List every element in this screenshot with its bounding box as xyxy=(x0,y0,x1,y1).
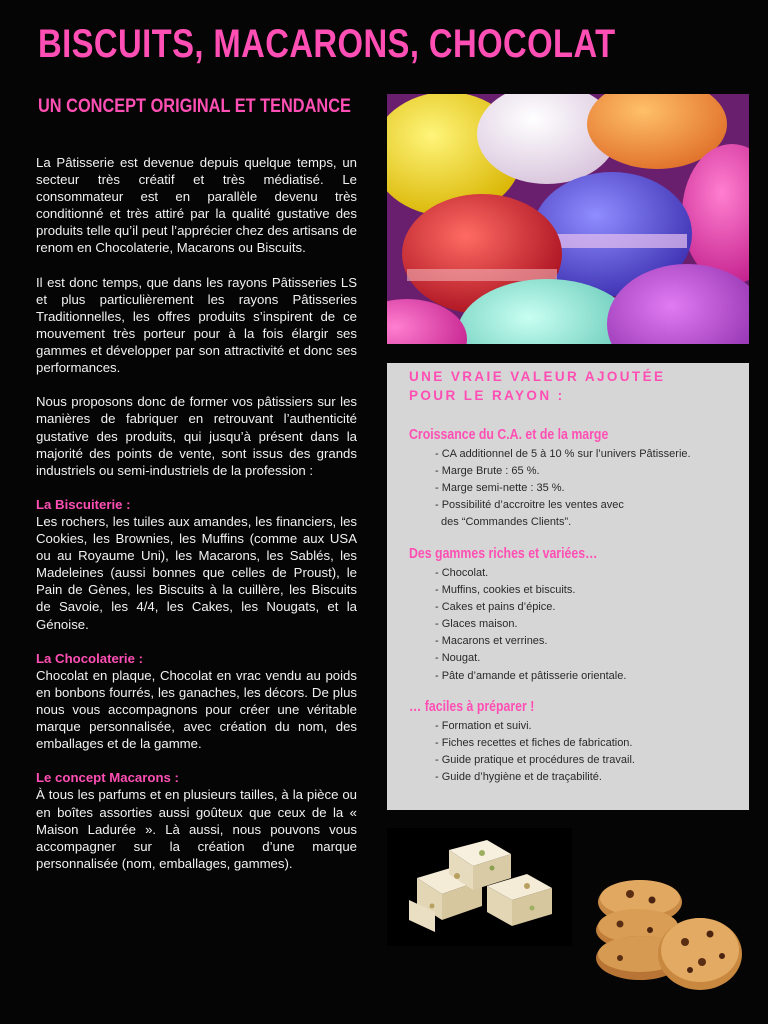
list-item: - Nougat. xyxy=(435,652,481,665)
list-item: - Marge semi-nette : 35 %. xyxy=(435,482,565,495)
list-item: des “Commandes Clients”. xyxy=(441,516,572,529)
macarons-illustration xyxy=(387,94,749,344)
macarons-block xyxy=(36,769,357,872)
list-item: - Guide pratique et procédures de travail. xyxy=(435,754,635,767)
macarons-heading: Le concept Macarons : xyxy=(36,770,179,786)
ranges-list xyxy=(435,565,626,685)
list-item: - Glaces maison. xyxy=(435,618,518,631)
intro-paragraph-2: Il est donc temps, que dans les rayons Pâtisseries LS et plus particulièrement les rayons Pâtisseries Traditionnelles, les offres produits s’inspirent de ce mouvement très porteur pour à la fois élargir ses gammes et développer par son attractivité et donc ses performances. xyxy=(36,274,357,376)
list-item: - Cakes et pains d’épice. xyxy=(435,601,556,614)
value-panel xyxy=(387,363,749,810)
page-title: BISCUITS, MACARONS, CHOCOLAT xyxy=(38,22,616,66)
list-item: - Possibilité d’accroitre les ventes avec xyxy=(435,499,624,512)
list-item: - Guide d’hygiène et de traçabilité. xyxy=(435,771,602,784)
cookies-illustration xyxy=(590,872,750,1002)
chocolaterie-heading: La Chocolaterie : xyxy=(36,650,143,666)
growth-heading: Croissance du C.A. et de la marge xyxy=(409,427,609,443)
chocolaterie-text: Chocolat en plaque, Chocolat en vrac vendu au poids en bonbons fourrés, les ganaches, les décors. De plus nous vous accompagnons pour créer une véritable marque personnalisée, avec création du nom, des emballages et de la gamme. xyxy=(36,667,357,752)
cookies-photo xyxy=(590,872,750,1002)
macarons-text: À tous les parfums et en plusieurs tailles, à la pièce ou en boîtes assorties aussi goûteux que ceux de la « Maison Ladurée ». Là aussi, nous pouvons vous accompagner sur la création d’une marque personnalisée (nom, emballages, gammes). xyxy=(36,787,357,871)
growth-list xyxy=(435,446,691,531)
intro-paragraph-3: Nous proposons donc de former vos pâtissiers sur les manières de fabriquer en retrouvant l’authenticité gustative des produits, qui jusqu’à présent dans la majorité des points de vente, sont issus des grands industriels ou semi-industriels de la profession : xyxy=(36,394,357,478)
chocolaterie-block xyxy=(36,650,357,753)
page-subtitle: UN CONCEPT ORIGINAL ET TENDANCE xyxy=(38,96,351,117)
biscuiterie-heading: La Biscuiterie : xyxy=(36,496,131,512)
biscuiterie-block xyxy=(36,496,357,633)
list-item: - Pâte d’amande et pâtisserie orientale. xyxy=(435,669,627,682)
list-item: - Macarons et verrines. xyxy=(435,635,548,648)
list-item: - Fiches recettes et fiches de fabrication. xyxy=(435,737,633,750)
intro-column xyxy=(36,154,357,889)
intro-paragraph-1: La Pâtisserie est devenue depuis quelque temps, un secteur très créatif et très médiatisé. Le consommateur est en parallèle devenu très conditionné et très attiré par la qualité gustative des produits telle qu’il peut l’apprécier chez des artisans de renom en Chocolaterie, Macarons ou Biscuits. xyxy=(36,155,357,256)
value-panel-title-line2: POUR LE RAYON : xyxy=(409,388,565,403)
ranges-heading: Des gammes riches et variées… xyxy=(409,546,598,562)
list-item: - Muffins, cookies et biscuits. xyxy=(435,584,576,597)
list-item: - Formation et suivi. xyxy=(435,720,532,732)
easy-heading: … faciles à préparer ! xyxy=(409,699,535,715)
list-item: - Marge Brute : 65 %. xyxy=(435,465,540,478)
value-panel-title-line1: UNE VRAIE VALEUR AJOUTÉE xyxy=(409,369,666,384)
nougat-photo xyxy=(387,828,572,946)
biscuiterie-text: Les rochers, les tuiles aux amandes, les financiers, les Cookies, les Brownies, les Muffins (comme aux USA ou au Royaume Uni), les Macarons, les Sablés, les Madeleines (aussi bonnes que celles de Proust), le Pain de Gènes, les Biscuits à la cuillère, les Biscuits de Savoie, les 4/4, les Cakes, les Nougats, et la Génoise. xyxy=(36,513,357,632)
value-panel-title xyxy=(409,367,665,405)
easy-list xyxy=(435,718,635,786)
list-item: - Chocolat. xyxy=(435,567,489,579)
macarons-photo xyxy=(387,94,749,344)
nougat-illustration xyxy=(387,828,572,946)
list-item: - CA additionnel de 5 à 10 % sur l’univers Pâtisserie. xyxy=(435,448,691,460)
